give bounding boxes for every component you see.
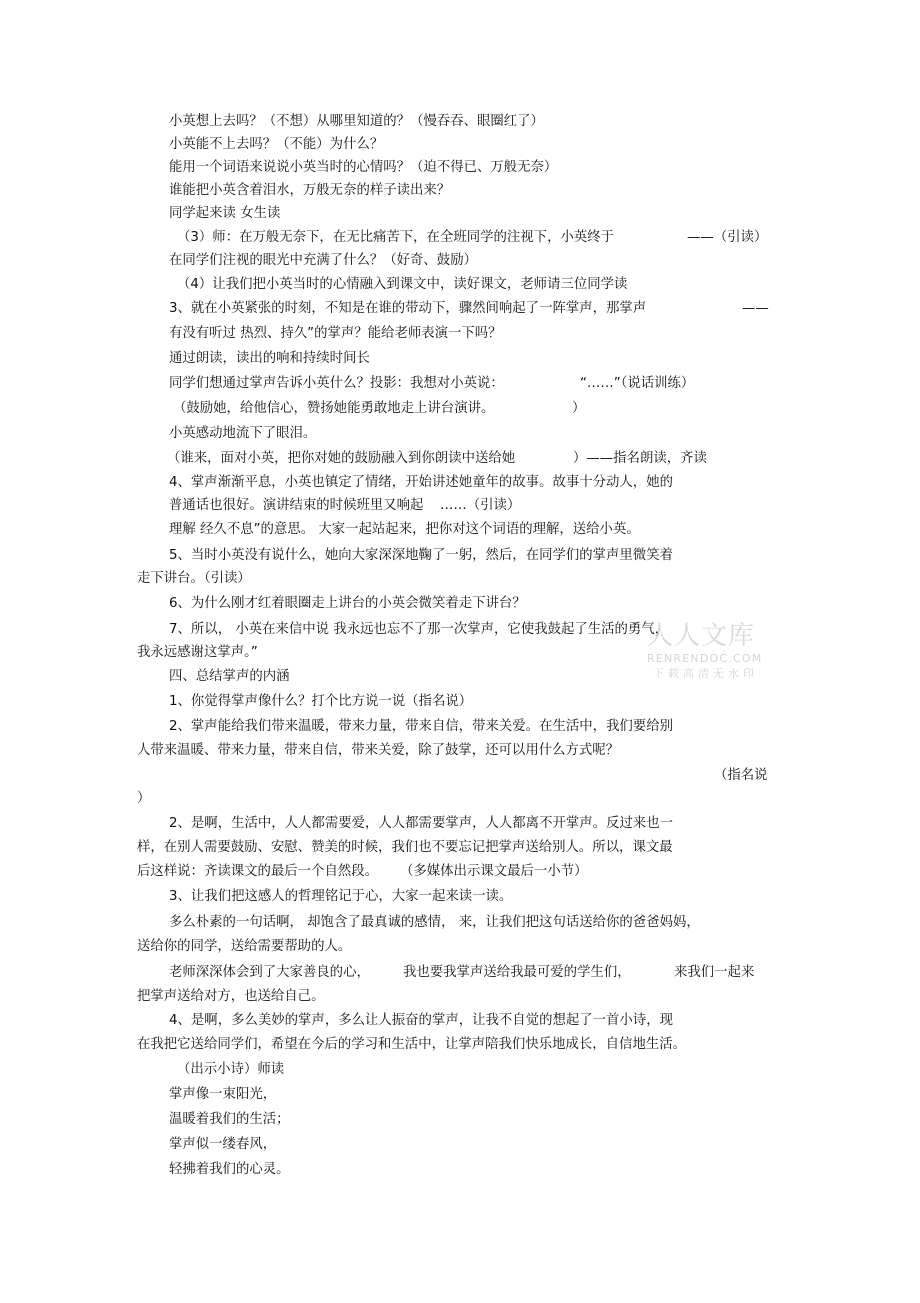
text-line: 5、当时小英没有说什么，她向大家深深地鞠了一躬，然后，在同学们的掌声里微笑着: [169, 548, 673, 563]
text-line-split: [0, 862, 920, 882]
text-line: 7、所以， 小英在来信中说 我永远也忘不了那一次掌声，它使我鼓起了生活的勇气，: [169, 622, 669, 637]
text-segment: （鼓励她，给他信心，赞扬她能勇敢地走上讲台演讲。: [173, 401, 495, 416]
text-segment: 来我们一起来: [674, 965, 755, 980]
text-line: 3、让我们把这感人的哲理铭记于心，大家一起来读一读。: [169, 889, 513, 904]
text-line: 通过朗读，读出的响和持续时间长: [169, 351, 370, 366]
text-line: 理解 经久不息”的意思。 大家一起站起来，把你对这个词语的理解，送给小英。: [169, 522, 640, 537]
text-line: ）: [137, 791, 151, 806]
text-line: （4）让我们把小英当时的心情融入到课文中，读好课文，老师请三位同学读: [177, 277, 628, 292]
text-segment: ——: [742, 301, 769, 316]
text-line: 2、是啊，生活中，人人都需要爱，人人都需要掌声，人人都离不开掌声。反过来也一: [169, 816, 673, 831]
text-line: 样，在别人需要鼓励、安慰、赞美的时候，我们也不要忘记把掌声送给别人。所以，课文最: [137, 840, 673, 855]
text-line: 在我把它送给同学们，希望在今后的学习和生活中，让掌声陪我们快乐地成长，自信地生活。: [137, 1037, 687, 1052]
text-line: 小英能不上去吗？（不能）为什么？: [169, 137, 384, 152]
section-heading: 四、总结掌声的内涵: [169, 669, 290, 684]
text-line: 谁能把小英含着泪水，万般无奈的样子读出来？: [169, 183, 451, 198]
text-line: 能用一个词语来说说小英当时的心情吗？（迫不得已、万般无奈）: [169, 160, 558, 175]
text-line: 把掌声送给对方，也送给自己。: [137, 989, 325, 1004]
text-segment: 同学们想通过掌声告诉小英什么？投影：我想对小英说：: [169, 376, 504, 391]
text-segment: （谁来，面对小英，把你对她的鼓励融入到你朗读中送给她: [167, 451, 516, 466]
text-line: 4、是啊，多么美妙的掌声，多么让人振奋的掌声，让我不自觉的想起了一首小诗，现: [169, 1013, 673, 1028]
text-segment: 后这样说：齐读课文的最后一个自然段。: [137, 864, 379, 879]
text-segment: 3、就在小英紧张的时刻，不知是在谁的带动下，骤然间响起了一阵掌声，那掌声: [169, 301, 647, 316]
text-line: 1、你觉得掌声像什么？打个比方说一说（指名说）: [169, 694, 473, 709]
text-line: 人带来温暖、带来力量，带来自信，带来关爱，除了鼓掌，还可以用什么方式呢？: [137, 743, 620, 758]
watermark-url: RENRENDOC.COM: [647, 652, 763, 665]
text-line-split: [0, 449, 920, 469]
text-line: 我永远感谢这掌声。”: [137, 645, 258, 660]
text-line-split: [0, 963, 920, 983]
text-segment: （3）师：在万般无奈下，在无比痛苦下，在全班同学的注视下，小英终于: [177, 230, 615, 245]
text-line-split: [0, 299, 920, 319]
text-segment: ）: [572, 401, 586, 416]
text-line: 送给你的同学，送给需要帮助的人。: [137, 939, 352, 954]
text-line-split: [0, 374, 920, 394]
text-line: 多么朴素的一句话啊， 却饱含了最真诚的感情， 来，让我们把这句话送给你的爸爸妈妈，: [169, 915, 700, 930]
text-line: 在同学们注视的眼光中充满了什么？（好奇、鼓励）: [169, 253, 477, 268]
text-line: （出示小诗）师读: [177, 1062, 285, 1077]
text-line: 同学起来读 女生读: [169, 206, 281, 221]
text-line: 6、为什么刚才红着眼圈走上讲台的小英会微笑着走下讲台？: [169, 596, 526, 611]
text-line-split: [0, 399, 920, 419]
text-line-split: [0, 228, 920, 248]
text-segment: 普通话也很好。演讲结束的时候班里又响起: [169, 498, 424, 513]
text-segment: （多媒体出示课文最后一小节）: [400, 864, 588, 879]
text-line: 2、掌声能给我们带来温暖，带来力量，带来自信，带来关爱。在生活中，我们要给别: [169, 719, 673, 734]
text-line: 有没有听过 热烈、持久”的掌声？能给老师表演一下吗？: [169, 326, 502, 341]
text-line: 4、掌声渐渐平息，小英也镇定了情绪，开始讲述她童年的故事。故事十分动人，她的: [169, 475, 673, 490]
poem-line: 掌声似一缕春风，: [169, 1137, 277, 1152]
text-line: 小英感动地流下了眼泪。: [169, 426, 317, 441]
text-segment: “……”（说话训练）: [580, 376, 695, 391]
watermark-subtitle: 下载高清无水印: [653, 667, 758, 680]
watermark-title: 人人文库: [647, 621, 756, 651]
text-segment: 我也要我掌声送给我最可爱的学生们，: [403, 965, 631, 980]
text-segment: ）——指名朗读，齐读: [573, 451, 707, 466]
text-line: （指名说: [714, 768, 768, 783]
text-segment: ——（引读）: [687, 230, 768, 245]
text-line-split: [0, 496, 920, 516]
poem-line: 轻拂着我们的心灵。: [169, 1162, 290, 1177]
text-segment: 老师深深体会到了大家善良的心，: [169, 965, 370, 980]
watermark: [647, 621, 771, 683]
text-line: 走下讲台。（引读）: [137, 571, 251, 586]
poem-line: 温暖着我们的生活；: [169, 1112, 290, 1127]
text-segment: ……（引读）: [440, 498, 521, 513]
poem-line: 掌声像一束阳光，: [169, 1087, 277, 1102]
text-line: 小英想上去吗？（不想）从哪里知道的？（慢吞吞、眼圈红了）: [169, 114, 544, 129]
